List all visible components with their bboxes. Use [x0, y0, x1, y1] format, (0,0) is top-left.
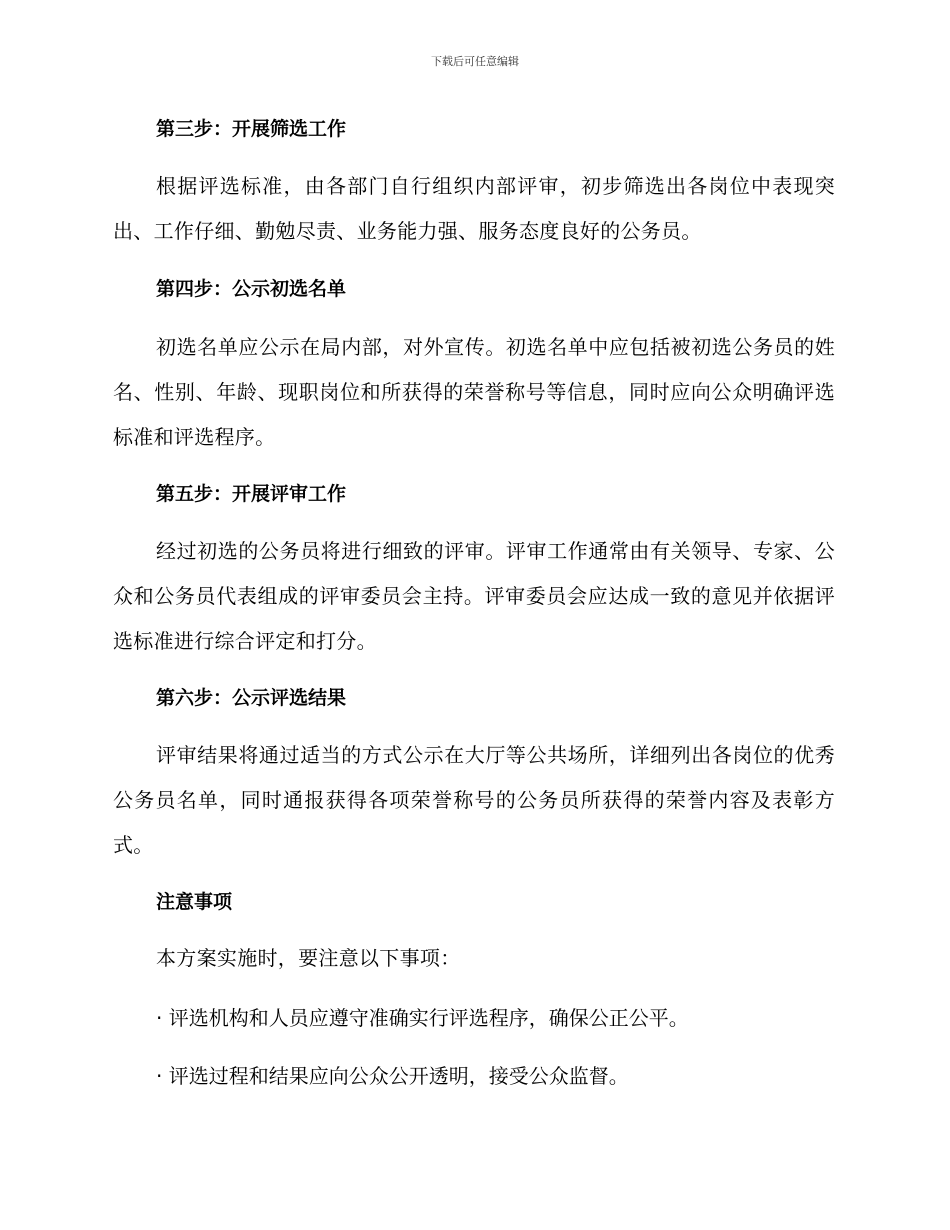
notes-heading: 注意事项 — [156, 891, 233, 913]
notes-intro: 本方案实施时，要注意以下事项： — [156, 946, 461, 970]
section-heading-step-4: 第四步：公示初选名单 — [156, 278, 347, 300]
section-paragraph-step-3: 根据评选标准，由各部门自行组织内部评审，初步筛选出各岗位中表现突出、工作仔细、勤勉尽责、业务能力强、服务态度良好的公务员。 — [113, 174, 835, 243]
section-paragraph-step-5: 经过初选的公务员将进行细致的评审。评审工作通常由有关领导、专家、公众和公务员代表组成的评审委员会主持。评审委员会应达成一致的意见并依据评选标准进行综合评定和打分。 — [113, 539, 835, 653]
notes-list-item: · 评选机构和人员应遵守准确实行评选程序，确保公正公平。 — [156, 1006, 689, 1030]
notes-list-item: · 评选过程和结果应向公众公开透明，接受公众监督。 — [156, 1064, 629, 1088]
section-heading-step-6: 第六步：公示评选结果 — [156, 687, 347, 709]
section-heading-step-3: 第三步：开展筛选工作 — [156, 118, 347, 140]
section-heading-step-5: 第五步：开展评审工作 — [156, 483, 347, 505]
section-paragraph-step-6: 评审结果将通过适当的方式公示在大厅等公共场所，详细列出各岗位的优秀公务员名单，同时通报获得各项荣誉称号的公务员所获得的荣誉内容及表彰方式。 — [113, 743, 835, 857]
page-header-note: 下载后可任意编辑 — [431, 55, 519, 68]
section-paragraph-step-4: 初选名单应公示在局内部，对外宣传。初选名单中应包括被初选公务员的姓名、性别、年龄、现职岗位和所获得的荣誉称号等信息，同时应向公众明确评选标准和评选程序。 — [113, 335, 835, 449]
